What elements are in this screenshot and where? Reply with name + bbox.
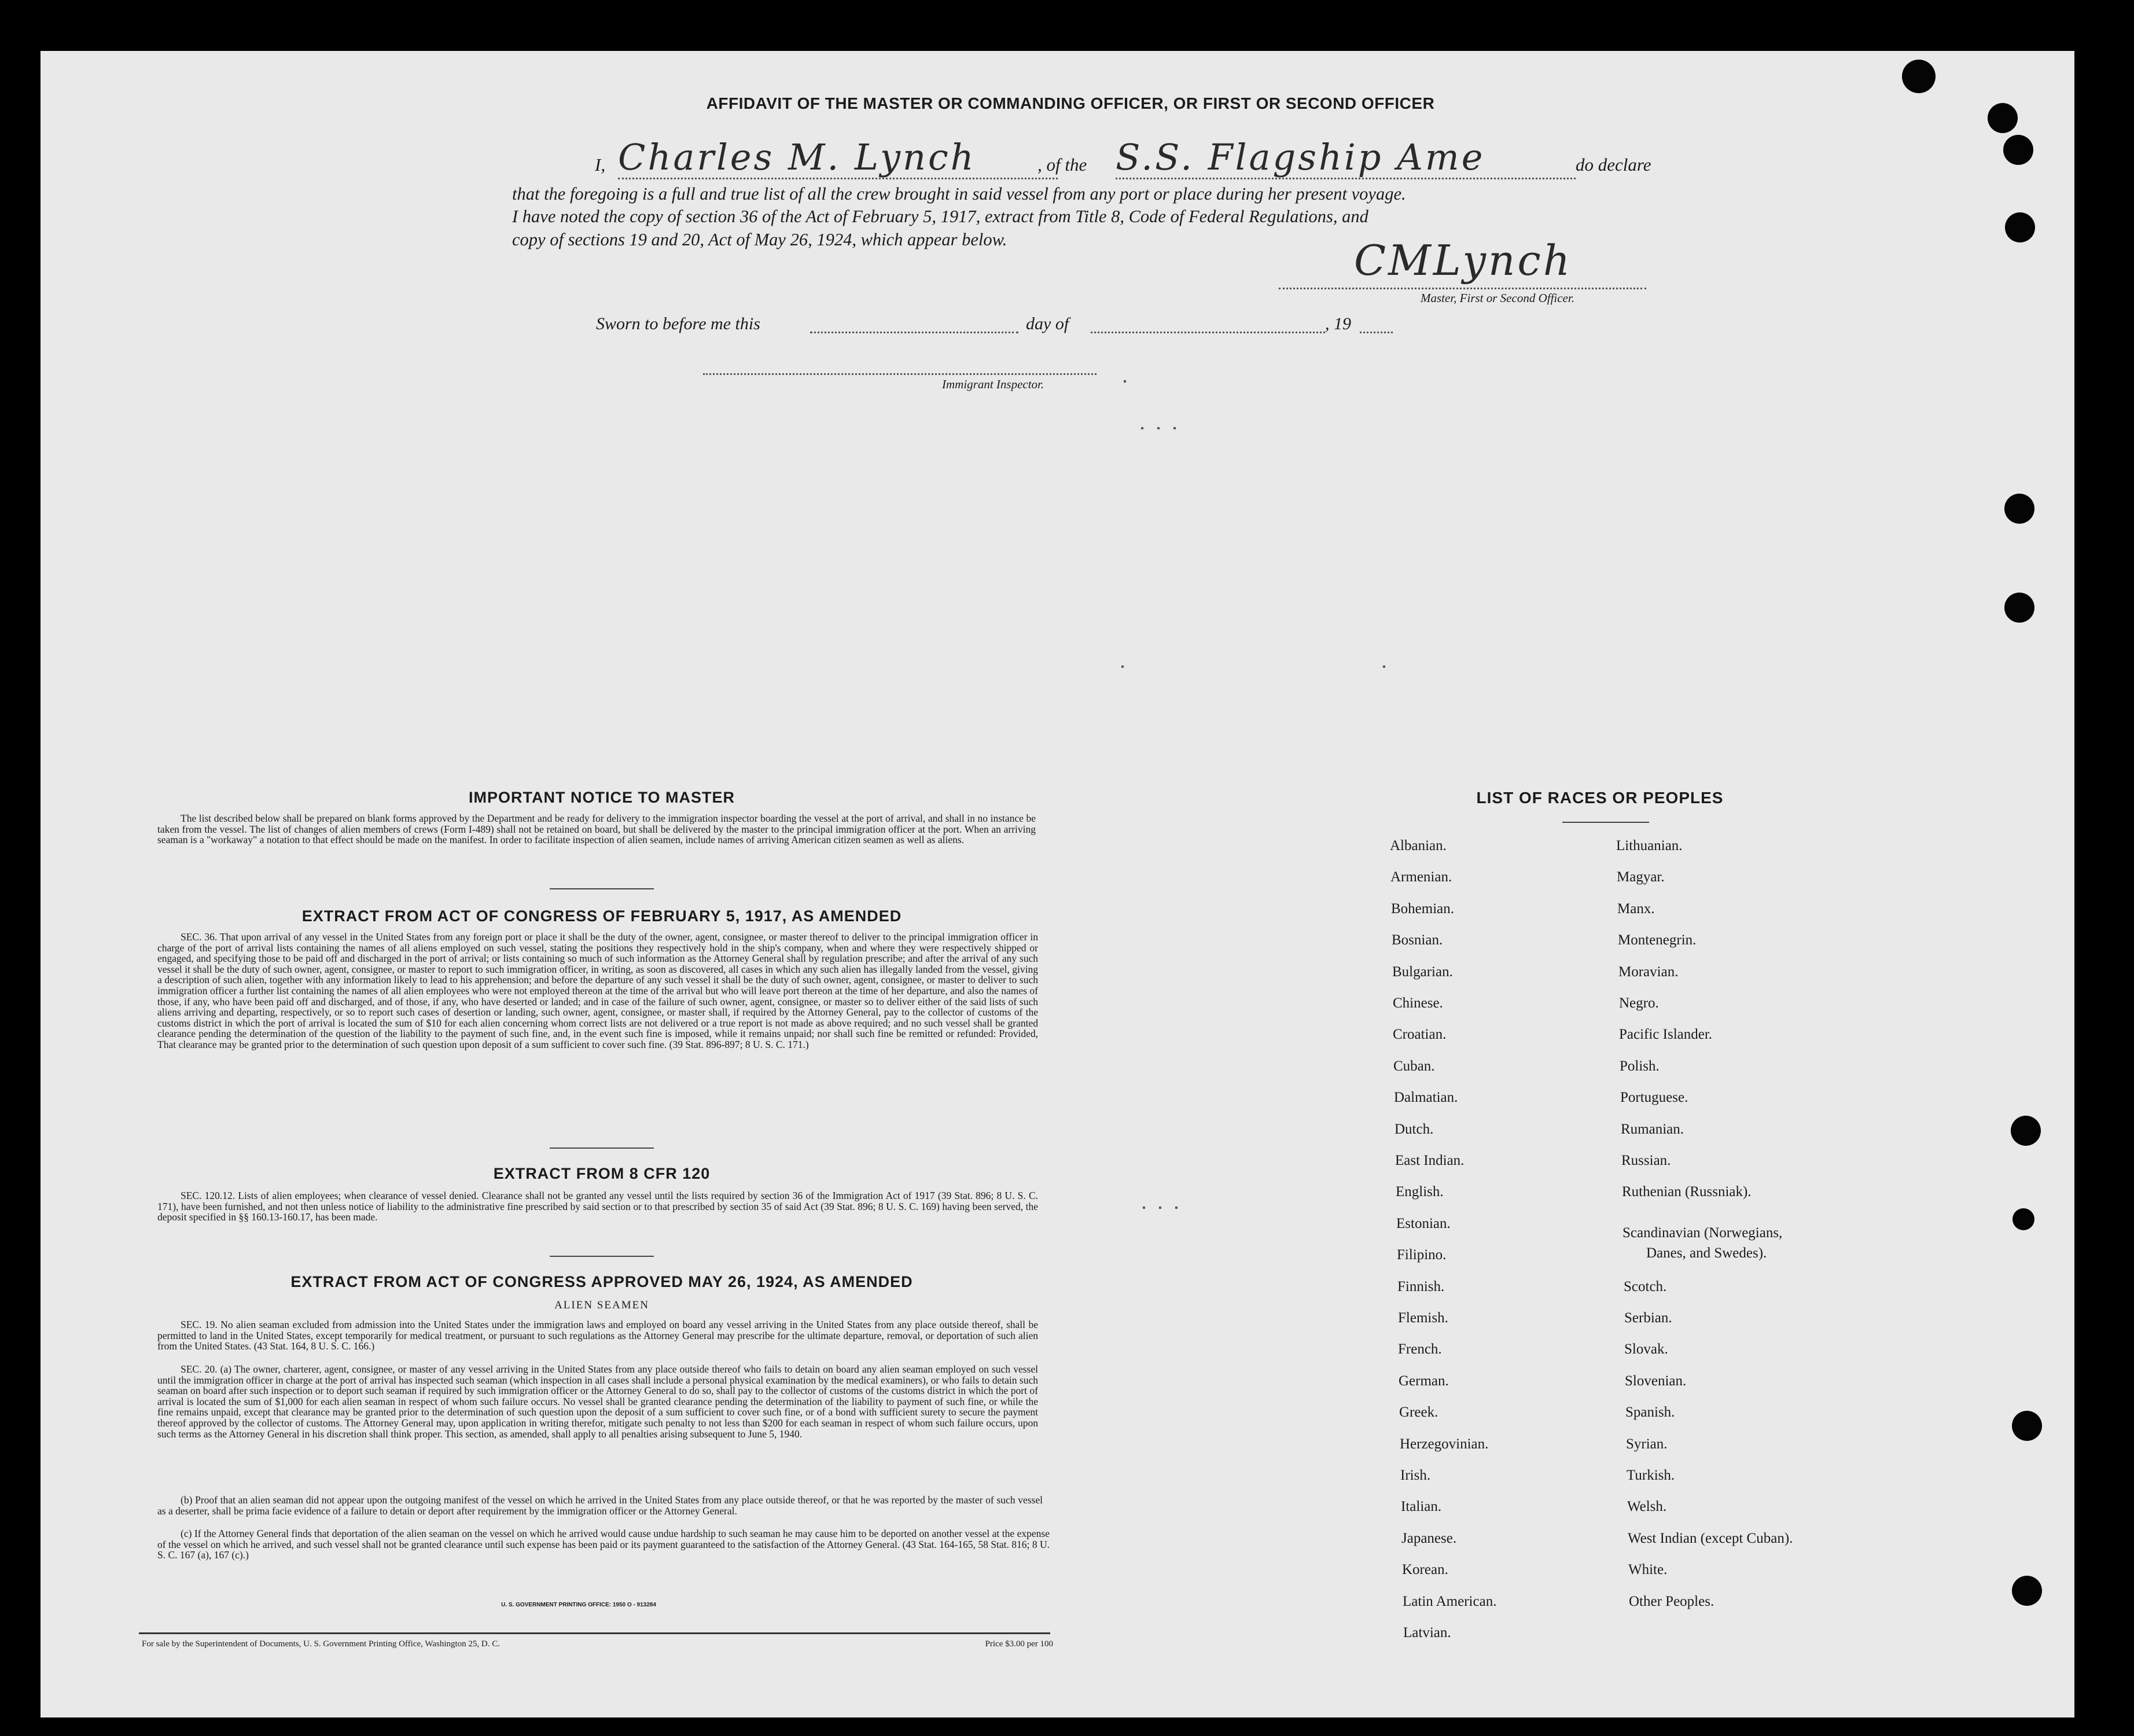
- race-item: Slovak.: [1624, 1341, 1668, 1357]
- race-item: Armenian.: [1390, 869, 1452, 885]
- punch-hole: [2012, 1411, 2042, 1441]
- punch-hole: [2011, 1116, 2041, 1146]
- race-item: Japanese.: [1401, 1531, 1457, 1546]
- inspector-signature-line: [703, 373, 1097, 375]
- scan-speck: [1124, 380, 1126, 382]
- race-item: Syrian.: [1626, 1436, 1668, 1452]
- scan-speck: [1157, 427, 1160, 429]
- scan-speck: [1383, 665, 1385, 668]
- extract-1917-title: EXTRACT FROM ACT OF CONGRESS OF FEBRUARY 5, 1917, AS AMENDED: [301, 907, 902, 925]
- punch-hole: [2003, 135, 2033, 165]
- race-item: Bulgarian.: [1392, 964, 1453, 980]
- race-item: Scandinavian (Norwegians,: [1622, 1225, 1783, 1241]
- extract-cfr-body: SEC. 120.12. Lists of alien employees; when clearance of vessel denied. Clearance shall not be granted any vessel until the lists required by section 36 of the Immigration Act of 1917 (39 Stat. 896; 8 U. S. C. 171), have been furnished, and not then unless notice of liability to the administrative fine prescribed by said section or to that prescribed by section 35 of said Act (39 Stat. 896; 8 U. S. C. 169) having been served, the deposit specified in §§ 160.13-160.17, has been made.: [157, 1190, 1038, 1223]
- extract-1917-body: SEC. 36. That upon arrival of any vessel in the United States from any foreign port or place it shall be the duty of the owner, agent, consignee, or master thereof to deliver to the principal immigration officer in charge of the port of arrival lists containing the names of all aliens employed on such vessel, stating the positions they respectively hold in the ship's company, when and where they were respectively shipped or engaged, and specifying those to be paid off and discharged in the port of arrival; or lists containing so much of such information as the Attorney General shall by regulation prescribe; and after the arrival of any such vessel it shall be the duty of such owner, agent, consignee, or master to report to such immigration officer, in writing, as soon as discovered, all cases in which any such alien has illegally landed from the vessel, giving a description of such alien, together with any information likely to lead to his apprehension; and before the departure of any such vessel it shall be the duty of such owner, agent, consignee, or master to deliver to such immigration officer a further list containing the names of all alien employees who were not employed thereon at the time of the arrival but who will leave port thereon at the time of her departure, and also the names of those, if any, who have been paid off and discharged, and of those, if any, who have deserted or landed; and in case of the failure of such owner, agent, consignee, or master so to deliver either of the said lists of such aliens arriving and departing, respectively, or so to report such cases of desertion or landing, such owner, agent, consignee, or master shall, if required by the Attorney General, pay to the collector of customs of the customs district in which the port of arrival is located the sum of $10 for each alien concerning whom correct lists are not delivered or a true report is not made as above required; and no such vessel shall be granted clearance pending the determination of the question of the liability to the payment of such fine, and, in the event such fine is imposed, while it remains unpaid; nor shall such fine be remitted or refunded: Provided, That clearance may be granted prior to the determination of such question upon deposit of a sum sufficient to cover such fine. (39 Stat. 896-897; 8 U. S. C. 171.): [157, 931, 1038, 1050]
- inspector-caption: Immigrant Inspector.: [942, 377, 1044, 391]
- affidavit-i-label: I,: [595, 155, 606, 175]
- extract-1924-title: EXTRACT FROM ACT OF CONGRESS APPROVED MAY 26, 1924, AS AMENDED: [290, 1273, 913, 1290]
- race-item: Magyar.: [1617, 869, 1665, 885]
- extract-1924-subtitle: ALIEN SEAMEN: [554, 1299, 649, 1311]
- race-item: East Indian.: [1395, 1153, 1465, 1168]
- race-item: Estonian.: [1396, 1216, 1451, 1231]
- race-item: Filipino.: [1397, 1247, 1447, 1263]
- race-item: Bosnian.: [1392, 932, 1443, 948]
- notice-body: The list described below shall be prepared on blank forms approved by the Department and be ready for delivery to the immigration inspector boarding the vessel at the port of arrival, and shall in no instance be taken from the vessel. The list of changes of alien members of crews (Form I-489) shall not be retained on board, but shall be delivered by the master to the principal immigration officer at the port. When an arriving seaman is a "workaway" a notation to that effect should be made on the manifest. In order to facilitate inspection of alien seamen, include names of arriving American citizen seamen as well as aliens.: [157, 812, 1036, 846]
- race-item: Bohemian.: [1391, 901, 1455, 917]
- race-item: Greek.: [1399, 1404, 1438, 1420]
- race-item: Ruthenian (Russniak).: [1622, 1184, 1752, 1200]
- sworn-year: , 19: [1325, 314, 1351, 333]
- race-item: Turkish.: [1627, 1467, 1675, 1483]
- race-item: Lithuanian.: [1616, 838, 1683, 854]
- affidavit-title: AFFIDAVIT OF THE MASTER OR COMMANDING OFFICER, OR FIRST OR SECOND OFFICER: [706, 94, 1435, 112]
- race-item: Scotch.: [1624, 1279, 1667, 1294]
- race-item: Chinese.: [1393, 995, 1443, 1011]
- extract-1924-sec20c: (c) If the Attorney General finds that deportation of the alien seaman on the vessel on which he arrived would cause undue hardship to such seaman he may cause him to be deported on another vessel at the expense of the vessel on which he arrived, and such vessel shall not be granted clearance until such expense has been paid or its payment guaranteed to the satisfaction of the Attorney General. (43 Stat. 164-165, 58 Stat. 816; 8 U. S. C. 167 (a), 167 (c).): [157, 1528, 1050, 1561]
- punch-hole: [1988, 103, 2018, 133]
- race-item: Italian.: [1401, 1499, 1442, 1514]
- race-item: Finnish.: [1397, 1279, 1445, 1294]
- race-item: Cuban.: [1393, 1058, 1435, 1074]
- race-item: Latin American.: [1403, 1594, 1497, 1609]
- punch-hole: [2005, 212, 2035, 242]
- divider-line: [550, 1256, 654, 1257]
- divider-line: [550, 888, 654, 889]
- race-item: Moravian.: [1618, 964, 1679, 980]
- race-item: English.: [1396, 1184, 1444, 1200]
- scan-speck: [1159, 1207, 1161, 1209]
- race-item: Russian.: [1621, 1153, 1671, 1168]
- race-item: Albanian.: [1390, 838, 1447, 854]
- officer-signature: CMLynch: [1354, 236, 1573, 285]
- races-title: LIST OF RACES OR PEOPLES: [1476, 789, 1724, 807]
- races-divider: [1562, 822, 1649, 823]
- gpo-imprint: U. S. GOVERNMENT PRINTING OFFICE: 1950 O - 913284: [501, 1602, 656, 1608]
- race-item: Pacific Islander.: [1619, 1027, 1713, 1042]
- affidavit-line3: I have noted the copy of section 36 of the Act of February 5, 1917, extract from Title 8, Code of Federal Regulations, and: [512, 207, 1368, 226]
- race-item: Slovenian.: [1625, 1373, 1687, 1389]
- footer-price: Price $3.00 per 100: [985, 1639, 1053, 1649]
- footer-sale-notice: [142, 1639, 1053, 1653]
- scan-speck: [1121, 665, 1124, 668]
- form-sheet: [41, 51, 2074, 1717]
- do-declare-label: do declare: [1576, 155, 1651, 175]
- affidavit-line4: copy of sections 19 and 20, Act of May 26, 1924, which appear below.: [512, 230, 1007, 249]
- race-item: Serbian.: [1624, 1310, 1672, 1326]
- race-item: German.: [1399, 1373, 1449, 1389]
- punch-hole: [2012, 1208, 2034, 1230]
- sworn-prefix: Sworn to before me this: [596, 314, 760, 333]
- race-item: West Indian (except Cuban).: [1628, 1531, 1793, 1546]
- vessel-name-handwritten: S.S. Flagship Ame: [1116, 137, 1576, 179]
- punch-hole: [2004, 593, 2034, 623]
- divider-line: [550, 1147, 654, 1149]
- punch-hole: [2004, 494, 2034, 524]
- extract-1924-sec20a: SEC. 20. (a) The owner, charterer, agent, consignee, or master of any vessel arriving in the United States from any place outside thereof who fails to detain on board any alien seaman employed on such vessel until the immigration officer in charge at the port of arrival has inspected such seaman (which inspection in all cases shall include a personal physical examination by the medical examiners), or who fails to detain such seaman on board after such inspection or to deport such seaman if required by such immigration officer or the Attorney General to do so, shall pay to the collector of customs of the customs district in which the port of arrival is located the sum of $1,000 for each alien seaman in respect of whom such failure occurs. No vessel shall be granted clearance pending the determination of the liability to payment of such fine, or while the fine remains unpaid, except that clearance may be granted prior to the determination of such question upon the deposit of a sum sufficient to cover such fine, or of a bond with sufficient surety to secure the payment thereof approved by the collector of customs. The Attorney General may, upon application in writing therefor, mitigate such penalty to not less than $200 for each seaman in respect of whom such failure occurs, upon such terms as the Attorney General in his discretion shall think proper. This section, as amended, shall apply to all penalties arising subsequent to June 5, 1940.: [157, 1363, 1038, 1440]
- race-item: Spanish.: [1625, 1404, 1675, 1420]
- signature-caption: Master, First or Second Officer.: [1421, 291, 1574, 305]
- extract-1924-sec19: SEC. 19. No alien seaman excluded from admission into the United States under the immigration laws and employed on board any vessel arriving in the United States from any place outside thereof, shall be permitted to land in the United States, except temporarily for medical treatment, or pursuant to such regulations as the Attorney General may prescribe for the ultimate departure, removal, or deportation of such alien from the United States. (43 Stat. 164, 8 U. S. C. 166.): [157, 1319, 1038, 1352]
- sworn-day-of: day of: [1026, 314, 1069, 333]
- race-item: Herzegovinian.: [1400, 1436, 1489, 1452]
- extract-1924-sec20b: (b) Proof that an alien seaman did not appear upon the outgoing manifest of the vessel on which he arrived in the United States from any place outside thereof, or that he was reported by the master of such vessel as a deserter, shall be prima facie evidence of a failure to detain or deport after requirement by the immigration officer or the Attorney General.: [157, 1494, 1043, 1517]
- footer-rule: [139, 1632, 1050, 1634]
- scan-speck: [1143, 1207, 1145, 1209]
- affidavit-line2: that the foregoing is a full and true list of all the crew brought in said vessel from any port or place during her present voyage.: [512, 184, 1406, 204]
- scan-speck: [1175, 1207, 1178, 1209]
- scan-speck: [1173, 427, 1176, 429]
- race-item: Manx.: [1617, 901, 1655, 917]
- race-item: Portuguese.: [1620, 1090, 1688, 1105]
- of-the-label: , of the: [1037, 155, 1087, 175]
- sworn-year-blank: [1360, 332, 1393, 333]
- signature-line: [1279, 288, 1646, 289]
- race-item: Irish.: [1400, 1467, 1431, 1483]
- race-item: Negro.: [1619, 995, 1659, 1011]
- footer-sale-text: For sale by the Superintendent of Documents, U. S. Government Printing Office, Washington 25, D. C.: [142, 1639, 500, 1649]
- race-item: Montenegrin.: [1618, 932, 1697, 948]
- race-item: Flemish.: [1398, 1310, 1448, 1326]
- notice-title: IMPORTANT NOTICE TO MASTER: [469, 789, 735, 806]
- race-item: White.: [1628, 1562, 1668, 1577]
- punch-hole: [2012, 1576, 2042, 1606]
- scan-speck: [1141, 427, 1143, 429]
- race-item: Latvian.: [1403, 1625, 1451, 1641]
- race-item: Polish.: [1620, 1058, 1660, 1074]
- punch-hole: [1902, 60, 1936, 93]
- race-item: Rumanian.: [1621, 1121, 1684, 1137]
- race-item: Other Peoples.: [1629, 1594, 1714, 1609]
- race-item: Croatian.: [1393, 1027, 1447, 1042]
- affidavit-line1: [595, 136, 1654, 182]
- sworn-day-blank: [810, 332, 1018, 333]
- race-item: Welsh.: [1627, 1499, 1667, 1514]
- race-item: Dalmatian.: [1394, 1090, 1458, 1105]
- race-item: Danes, and Swedes).: [1646, 1245, 1767, 1261]
- race-item: Dutch.: [1395, 1121, 1434, 1137]
- sworn-month-blank: [1091, 332, 1325, 333]
- officer-name-signature: Charles M. Lynch: [618, 137, 1058, 179]
- race-item: French.: [1398, 1341, 1442, 1357]
- race-item: Korean.: [1402, 1562, 1448, 1577]
- extract-cfr-title: EXTRACT FROM 8 CFR 120: [493, 1165, 711, 1182]
